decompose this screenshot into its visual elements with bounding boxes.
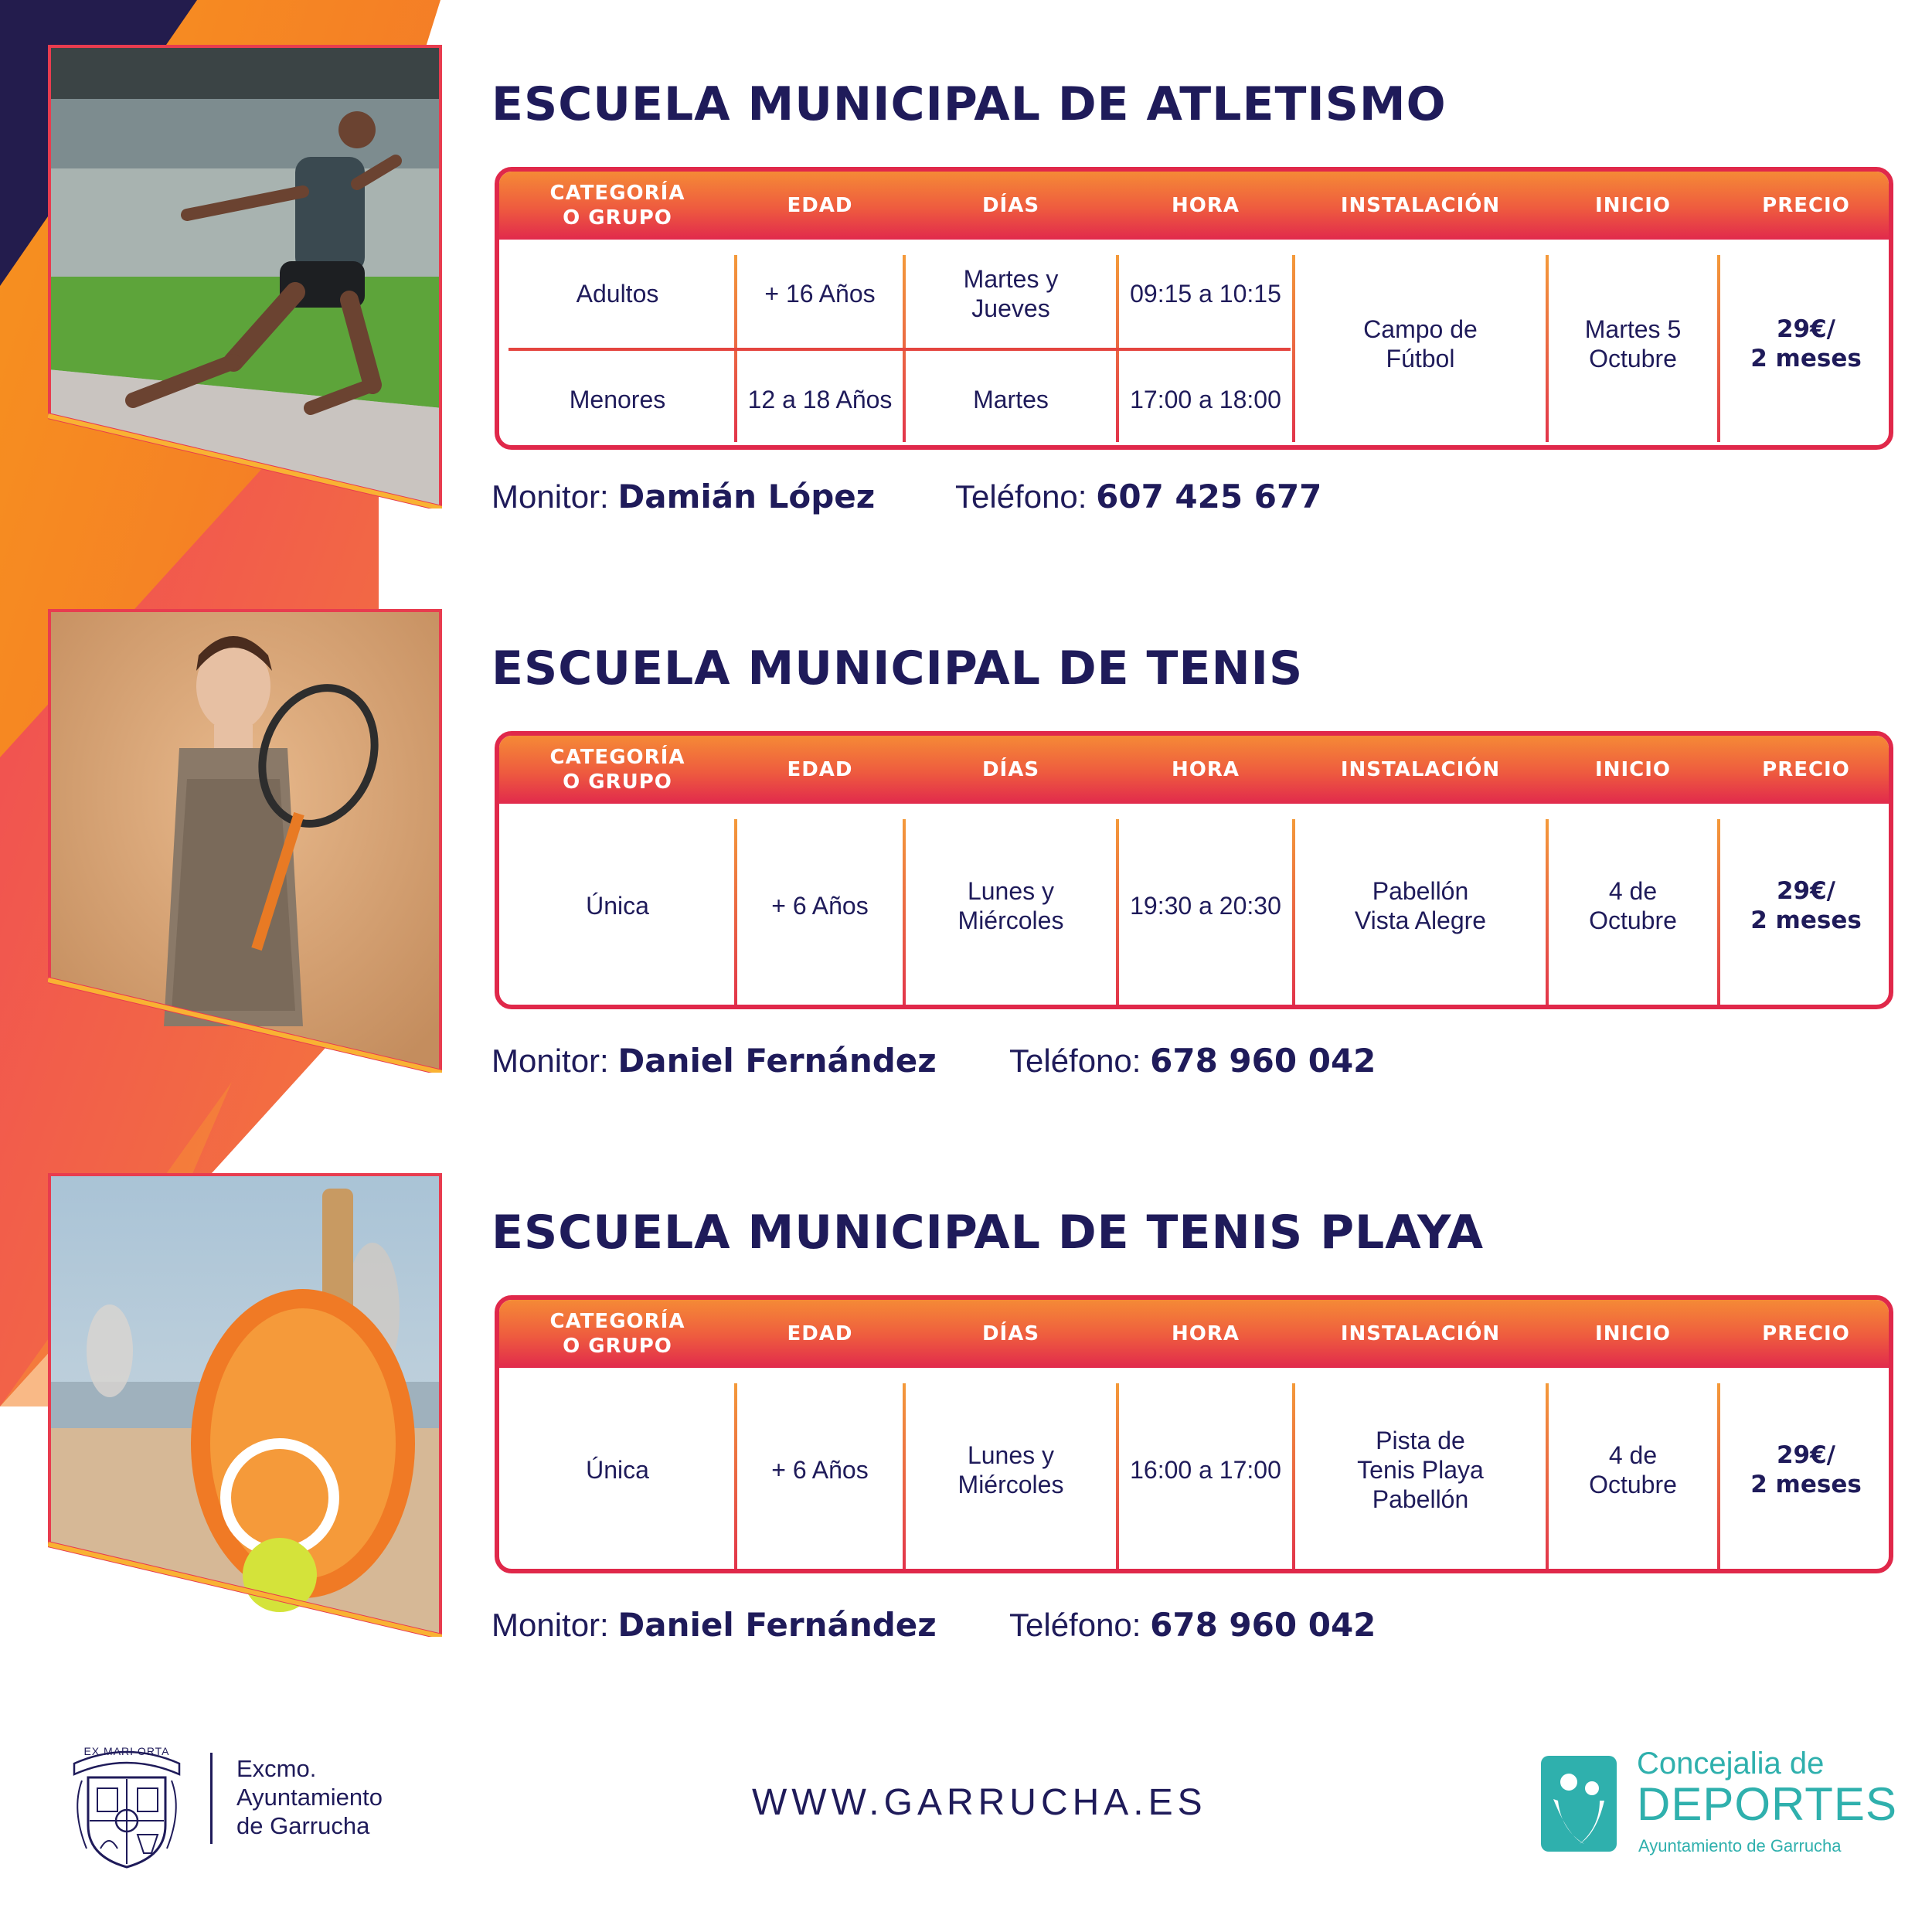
- header-categoria: CATEGORÍA O GRUPO: [549, 182, 685, 230]
- cell-categoria: Menores: [569, 386, 666, 413]
- monitor-info-atletismo: [492, 478, 875, 515]
- deportes-title-line2: DEPORTES: [1637, 1778, 1897, 1830]
- schedule-table-atletismo: [495, 167, 1893, 450]
- cell-precio: 29€/ 2 meses: [1750, 315, 1862, 372]
- section-title-atletismo: ESCUELA MUNICIPAL DE ATLETISMO: [492, 77, 1447, 131]
- cell-hora: 17:00 a 18:00: [1130, 386, 1281, 413]
- table-header: [499, 1300, 1889, 1368]
- cell-precio: 29€/ 2 meses: [1750, 1441, 1862, 1498]
- header-inicio: INICIO: [1595, 1322, 1671, 1345]
- header-hora: HORA: [1171, 1322, 1240, 1345]
- header-dias: DÍAS: [981, 1322, 1040, 1345]
- cell-edad: + 16 Años: [764, 280, 876, 308]
- phone-number: 678 960 042: [1150, 1606, 1376, 1644]
- ayuntamiento-crest-logo: [66, 1740, 187, 1870]
- ayuntamiento-line: Ayuntamiento: [236, 1784, 383, 1811]
- section-title-tenis-playa: ESCUELA MUNICIPAL DE TENIS PLAYA: [492, 1206, 1485, 1260]
- ayuntamiento-line: Excmo.: [236, 1755, 317, 1782]
- runner-photo: [48, 45, 442, 509]
- schedule-table-tenis: [495, 731, 1893, 1009]
- cell-instalacion: Pabellón Vista Alegre: [1354, 877, 1487, 934]
- monitor-label: Monitor:: [492, 1607, 609, 1643]
- phone-number: 678 960 042: [1150, 1042, 1376, 1080]
- cell-categoria: Única: [586, 892, 649, 920]
- cell-inicio: 4 de Octubre: [1589, 1441, 1677, 1498]
- header-dias: DÍAS: [981, 758, 1040, 781]
- header-precio: PRECIO: [1762, 1322, 1850, 1345]
- cell-edad: 12 a 18 Años: [747, 386, 893, 413]
- header-hora: HORA: [1171, 758, 1240, 781]
- monitor-label: Monitor:: [492, 1043, 609, 1079]
- cell-inicio: 4 de Octubre: [1589, 877, 1677, 934]
- header-categoria: CATEGORÍA O GRUPO: [549, 746, 685, 794]
- cell-edad: + 6 Años: [771, 1456, 869, 1484]
- header-hora: HORA: [1171, 194, 1240, 217]
- cell-inicio: Martes 5 Octubre: [1584, 315, 1682, 372]
- phone-label: Teléfono:: [955, 478, 1087, 515]
- website-link[interactable]: WWW.GARRUCHA.ES: [752, 1782, 1207, 1823]
- phone-label: Teléfono:: [1009, 1607, 1141, 1643]
- header-inicio: INICIO: [1595, 758, 1671, 781]
- header-precio: PRECIO: [1762, 194, 1850, 217]
- header-edad: EDAD: [787, 758, 853, 781]
- monitor-name: Daniel Fernández: [617, 1042, 937, 1080]
- deportes-title-line1: Concejalia de: [1637, 1747, 1825, 1781]
- header-dias: DÍAS: [981, 194, 1040, 217]
- cell-hora: 16:00 a 17:00: [1130, 1456, 1281, 1484]
- header-instalacion: INSTALACIÓN: [1340, 1322, 1501, 1345]
- cell-dias: Lunes y Miércoles: [957, 1441, 1064, 1498]
- monitor-label: Monitor:: [492, 478, 609, 515]
- deportes-logo-icon: [1538, 1753, 1620, 1855]
- header-instalacion: INSTALACIÓN: [1340, 758, 1501, 781]
- cell-precio: 29€/ 2 meses: [1750, 877, 1862, 934]
- cell-hora: 19:30 a 20:30: [1130, 892, 1281, 920]
- cell-categoria: Adultos: [576, 280, 659, 308]
- phone-info-tenis: [1009, 1042, 1376, 1080]
- cell-dias: Martes: [973, 386, 1049, 413]
- table-header: [499, 736, 1889, 804]
- header-categoria: CATEGORÍA O GRUPO: [549, 1310, 685, 1358]
- cell-instalacion: Campo de Fútbol: [1363, 315, 1478, 372]
- header-edad: EDAD: [787, 194, 853, 217]
- deportes-title-line3: Ayuntamiento de Garrucha: [1638, 1836, 1842, 1855]
- monitor-info-tenis-playa: [492, 1606, 937, 1644]
- monitor-name: Daniel Fernández: [617, 1606, 937, 1644]
- phone-info-tenis-playa: [1009, 1606, 1376, 1644]
- section-title-tenis: ESCUELA MUNICIPAL DE TENIS: [492, 641, 1304, 696]
- ayuntamiento-line: de Garrucha: [236, 1812, 370, 1839]
- header-precio: PRECIO: [1762, 758, 1850, 781]
- ayuntamiento-name: [236, 1754, 383, 1840]
- phone-number: 607 425 677: [1096, 478, 1322, 515]
- footer-divider: [210, 1753, 213, 1844]
- monitor-name: Damián López: [617, 478, 876, 515]
- phone-info-atletismo: [955, 478, 1321, 515]
- cell-edad: + 6 Años: [771, 892, 869, 920]
- header-inicio: INICIO: [1595, 194, 1671, 217]
- header-edad: EDAD: [787, 1322, 853, 1345]
- table-header: [499, 172, 1889, 240]
- cell-categoria: Única: [586, 1456, 649, 1484]
- cell-dias: Martes y Jueves: [963, 265, 1059, 322]
- monitor-info-tenis: [492, 1042, 937, 1080]
- phone-label: Teléfono:: [1009, 1043, 1141, 1079]
- schedule-table-tenis-playa: [495, 1295, 1893, 1573]
- crest-motto: EX MARI ORTA: [83, 1745, 170, 1757]
- beach-tennis-photo: [48, 1173, 442, 1637]
- cell-dias: Lunes y Miércoles: [957, 877, 1064, 934]
- cell-instalacion: Pista de Tenis Playa Pabellón: [1357, 1427, 1484, 1513]
- tennis-player-photo: [48, 609, 442, 1073]
- cell-hora: 09:15 a 10:15: [1130, 280, 1281, 308]
- header-instalacion: INSTALACIÓN: [1340, 194, 1501, 217]
